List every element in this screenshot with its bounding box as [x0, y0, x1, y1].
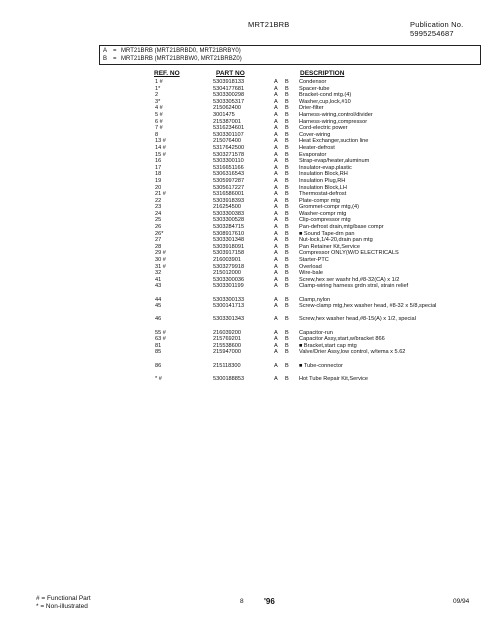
model-b-mark: B	[285, 210, 289, 217]
part-description: Strap-evap/heater,aluminum	[299, 158, 370, 165]
part-description: Washer-compr mtg	[299, 210, 347, 217]
ref-number: 15 #	[155, 151, 166, 158]
model-b-mark: B	[285, 263, 289, 270]
model-b-mark: B	[285, 79, 289, 85]
ref-number: 1*	[155, 85, 161, 92]
part-description: ■ Sound Tape-drn pan	[299, 230, 355, 237]
ref-number: 8	[155, 131, 159, 138]
part-description: Valve/Drier Assy,low control, w/tema x 5.62	[299, 349, 406, 356]
model-b-mark: B	[285, 283, 289, 290]
part-number: 5316234601	[213, 125, 245, 132]
model-b-mark: B	[285, 177, 289, 184]
ref-number: 4 #	[155, 105, 163, 112]
part-number: 216254500	[213, 204, 241, 211]
part-number: 5317642500	[213, 144, 245, 151]
model-a-mark: A	[274, 197, 278, 204]
model-a-mark: A	[274, 105, 278, 112]
part-number: 5303271578	[213, 151, 245, 158]
model-a-mark: A	[274, 204, 278, 211]
model-b-mark: B	[285, 204, 289, 211]
model-a-mark: A	[274, 224, 278, 231]
part-number: 5305997287	[213, 177, 245, 184]
model-a-mark: A	[274, 144, 278, 151]
model-equals: =	[113, 56, 117, 62]
part-description: Cord-electric power	[299, 125, 348, 132]
ref-number: 24	[155, 210, 162, 217]
ref-number: 3*	[155, 98, 161, 105]
model-a-mark: A	[274, 230, 278, 237]
table-row	[150, 138, 480, 145]
model-a-mark: A	[274, 336, 278, 343]
model-b-mark: B	[285, 138, 289, 145]
part-description: Overload	[299, 263, 322, 270]
part-description: Insulation Block,RH	[299, 171, 348, 178]
model-b-mark: B	[285, 276, 289, 283]
part-number: 5303301199	[213, 283, 244, 290]
ref-number: 17	[155, 164, 162, 171]
part-description: Bracket-cond mtg.(4)	[299, 92, 352, 99]
part-number: 5308917610	[213, 230, 245, 237]
ref-number: 22	[155, 197, 162, 204]
part-number: 5316586001	[213, 191, 245, 198]
part-description: Evaporator	[299, 151, 327, 158]
part-number: 5303301107	[213, 131, 244, 138]
part-number: 215076400	[213, 138, 241, 145]
part-number: 5303917158	[213, 250, 245, 257]
table-row	[150, 86, 480, 93]
part-description: Wire-bale	[299, 270, 323, 277]
part-description: Compressor ONLY(W/O ELECTRICALS	[299, 250, 399, 257]
model-b-mark: B	[285, 131, 289, 138]
table-row	[150, 250, 480, 257]
model-code: A	[103, 48, 108, 54]
model-b-mark: B	[285, 296, 289, 303]
ref-number: 55 #	[155, 329, 166, 336]
part-number: 215062400	[213, 105, 241, 112]
model-a-mark: A	[274, 125, 278, 132]
part-number: 5303300036	[213, 276, 245, 283]
model-a-mark: A	[274, 349, 278, 356]
model-b-mark: B	[285, 362, 289, 369]
part-description: Insulation Plug,RH	[299, 177, 346, 184]
model-b-mark: B	[285, 164, 289, 171]
model-a-mark: A	[274, 362, 278, 369]
part-description: Spacer-tube	[299, 85, 330, 92]
ref-number: 2	[155, 92, 159, 99]
ref-number: 23	[155, 204, 162, 211]
part-description: Clamp-wiring harness grdn strsl, strain relief	[299, 283, 409, 290]
table-row	[150, 336, 480, 343]
part-number: 3001475	[213, 111, 235, 118]
table-row	[150, 165, 480, 172]
model-b-mark: B	[285, 316, 289, 323]
model-b-mark: B	[285, 375, 289, 382]
part-number: 215538600	[213, 342, 241, 349]
ref-number: 5 #	[155, 111, 163, 118]
ref-number: 29 #	[155, 250, 166, 257]
model-a-mark: A	[274, 276, 278, 283]
model-a-mark: A	[274, 191, 278, 198]
part-description: Clip-compressor mtg	[299, 217, 351, 224]
ref-number: 21 #	[155, 191, 166, 198]
model-a-mark: A	[274, 237, 278, 244]
model-a-mark: A	[274, 210, 278, 217]
part-description: Washer,cup,lock,#10	[299, 98, 351, 105]
part-description: Harness-wiring,compressor	[299, 118, 368, 125]
ref-number: 31 #	[155, 263, 166, 270]
ref-number: 7 #	[155, 125, 163, 132]
model-b-mark: B	[285, 217, 289, 224]
table-row	[150, 152, 480, 159]
part-description: ■ Bracket,start cap mtg	[299, 342, 357, 349]
table-row	[150, 257, 480, 264]
part-number: 5303918133	[213, 79, 245, 85]
ref-number: 63 #	[155, 336, 166, 343]
column-header-part-no: PART NO	[216, 70, 245, 77]
publication-label: Publication No.	[410, 20, 464, 29]
table-row	[150, 92, 480, 99]
table-row	[150, 316, 480, 329]
model-b-mark: B	[285, 92, 289, 99]
part-number: 215118300	[213, 362, 241, 369]
model-b-mark: B	[285, 342, 289, 349]
part-description: Screw,hex washer head,#8-15(A) x 1/2, special	[299, 316, 416, 323]
model-b-mark: B	[285, 111, 289, 118]
model-a-mark: A	[274, 164, 278, 171]
model-a-mark: A	[274, 283, 278, 290]
publication-number: 5995254687	[410, 29, 454, 38]
model-a-mark: A	[274, 329, 278, 336]
part-number: 215387001	[213, 118, 241, 125]
model-description: MRT21BRB (MRT21BRBW0, MRT21BRBZ0)	[121, 56, 242, 62]
table-row	[150, 349, 480, 362]
part-number: 5303279918	[213, 263, 245, 270]
model-b-mark: B	[285, 329, 289, 336]
table-row	[150, 185, 480, 192]
table-row	[150, 178, 480, 185]
ref-number: 13 #	[155, 138, 166, 145]
model-a-mark: A	[274, 316, 278, 323]
part-number: 5300141713	[213, 303, 245, 310]
model-b-mark: B	[285, 349, 289, 356]
part-number: 5303300110	[213, 158, 244, 165]
table-row	[150, 119, 480, 126]
model-a-mark: A	[274, 342, 278, 349]
part-number: 5304177681	[213, 85, 245, 92]
part-number: 5305617227	[213, 184, 245, 191]
model-b-mark: B	[285, 336, 289, 343]
model-a-mark: A	[274, 92, 278, 99]
table-row	[150, 270, 480, 277]
model-b-mark: B	[285, 257, 289, 264]
model-b-mark: B	[285, 243, 289, 250]
table-row	[150, 145, 480, 152]
part-description: Insulation Block,LH	[299, 184, 347, 191]
part-number: 5300188853	[213, 375, 245, 382]
table-row	[150, 303, 480, 316]
table-row	[150, 211, 480, 218]
ref-number: 19	[155, 177, 162, 184]
part-number: 5316651166	[213, 164, 244, 171]
model-b-mark: B	[285, 270, 289, 277]
model-b-mark: B	[285, 191, 289, 198]
part-number: 5303300133	[213, 296, 245, 303]
model-equals: =	[113, 48, 117, 54]
column-header-description: DESCRIPTION	[300, 70, 345, 77]
table-row	[150, 277, 480, 284]
model-b-mark: B	[285, 144, 289, 151]
part-description: Cover-wiring	[299, 131, 331, 138]
ref-number: 25	[155, 217, 162, 224]
table-row	[150, 204, 480, 211]
model-a-mark: A	[274, 375, 278, 382]
model-a-mark: A	[274, 217, 278, 224]
model-b-mark: B	[285, 85, 289, 92]
model-b-mark: B	[285, 125, 289, 132]
part-description: Thermostat-defrost	[299, 191, 347, 198]
model-b-mark: B	[285, 230, 289, 237]
part-number: 5303918091	[213, 243, 245, 250]
model-a-mark: A	[274, 171, 278, 178]
part-number: 5303301348	[213, 237, 245, 244]
table-row	[150, 343, 480, 350]
model-b-mark: B	[285, 303, 289, 310]
table-row	[150, 283, 480, 296]
model-a-mark: A	[274, 184, 278, 191]
model-b-mark: B	[285, 105, 289, 112]
ref-number: 46	[155, 316, 162, 323]
ref-number: 26*	[155, 230, 164, 237]
ref-number: 18	[155, 171, 162, 178]
model-a-mark: A	[274, 138, 278, 145]
part-description: Hot Tube Repair Kit,Service	[299, 375, 369, 382]
model-b-mark: B	[285, 197, 289, 204]
ref-number: 43	[155, 283, 162, 290]
table-row	[150, 171, 480, 178]
model-b-mark: B	[285, 98, 289, 105]
part-description: Insulator-evap.plastic	[299, 164, 352, 171]
model-code: B	[103, 56, 108, 62]
model-a-mark: A	[274, 243, 278, 250]
table-row	[150, 132, 480, 139]
model-a-mark: A	[274, 151, 278, 158]
publication-block	[410, 20, 463, 38]
table-row	[150, 297, 480, 304]
part-description: Capacitor-run	[299, 329, 333, 336]
model-legend-row	[103, 55, 480, 63]
model-b-mark: B	[285, 250, 289, 257]
part-description: Condensor	[299, 79, 327, 85]
publication-date: 09/94	[453, 598, 470, 605]
ref-number: 26	[155, 224, 162, 231]
table-row	[150, 112, 480, 119]
part-description: ■ Tube-connector	[299, 362, 343, 369]
part-number: 215947000	[213, 349, 241, 356]
model-a-mark: A	[274, 257, 278, 264]
table-row	[150, 198, 480, 205]
model-a-mark: A	[274, 158, 278, 165]
table-row	[150, 99, 480, 106]
part-description: Grommet-compr mtg,(4)	[299, 204, 359, 211]
table-row	[150, 376, 480, 383]
part-description: Pan Retainer Kit,Service	[299, 243, 360, 250]
table-row	[150, 264, 480, 271]
ref-number: 41	[155, 276, 162, 283]
part-number: 5303300298	[213, 92, 245, 99]
model-a-mark: A	[274, 177, 278, 184]
model-a-mark: A	[274, 111, 278, 118]
ref-number: 28	[155, 243, 162, 250]
ref-number: 27	[155, 237, 162, 244]
ref-number: 20	[155, 184, 162, 191]
part-number: 5306316543	[213, 171, 245, 178]
model-a-mark: A	[274, 118, 278, 125]
model-legend-row	[103, 47, 480, 55]
part-description: Clamp,nylon	[299, 296, 331, 303]
revision-mark: '96	[264, 597, 275, 606]
part-number: 215769201	[213, 336, 241, 343]
part-description: Screw,hex ser washr hd,#8-32(CA) x 1/2	[299, 276, 400, 283]
page-number: 8	[240, 598, 244, 605]
ref-number: 85	[155, 349, 162, 356]
legend-non-illustrated: * = Non-illustrated	[36, 603, 88, 610]
part-description: Capacitor Assy,start,w/bracket 866	[299, 336, 385, 343]
model-a-mark: A	[274, 98, 278, 105]
model-b-mark: B	[285, 171, 289, 178]
model-b-mark: B	[285, 158, 289, 165]
table-row	[150, 224, 480, 231]
model-a-mark: A	[274, 85, 278, 92]
model-a-mark: A	[274, 79, 278, 85]
footer-legend	[36, 595, 91, 611]
part-number: 216003901	[213, 257, 241, 264]
ref-number: 1 #	[155, 79, 163, 85]
model-b-mark: B	[285, 151, 289, 158]
part-description: Nut-lock,1/4-20,drain pan mtg	[299, 237, 373, 244]
ref-number: 6 #	[155, 118, 163, 125]
part-description: Starter-PTC	[299, 257, 329, 264]
table-row	[150, 217, 480, 224]
column-header-ref-no: REF. NO	[154, 70, 180, 77]
model-b-mark: B	[285, 237, 289, 244]
part-number: 5303918393	[213, 197, 245, 204]
model-a-mark: A	[274, 303, 278, 310]
part-number: 215012000	[213, 270, 241, 277]
part-description: Harness-wiring,control/divider	[299, 111, 373, 118]
table-row	[150, 363, 480, 370]
table-row	[150, 79, 480, 86]
part-description: Plate-compr mtg	[299, 197, 341, 204]
ref-number: 81	[155, 342, 162, 349]
model-a-mark: A	[274, 296, 278, 303]
table-row	[150, 330, 480, 337]
table-row	[150, 244, 480, 251]
model-description: MRT21BRB (MRT21BRBD0, MRT21BRBY0)	[121, 48, 241, 54]
model-a-mark: A	[274, 270, 278, 277]
table-row	[150, 231, 480, 238]
model-b-mark: B	[285, 224, 289, 231]
part-number: 5303301343	[213, 316, 245, 323]
ref-number: 16	[155, 158, 162, 165]
model-number-header: MRT21BRB	[248, 20, 290, 29]
part-description: Pan-defrost drain,mtg/base compr	[299, 224, 384, 231]
part-description: Heat Exchanger,suction line	[299, 138, 369, 145]
model-b-mark: B	[285, 184, 289, 191]
part-description: Screw-clamp mtg,hex washer head, #8-32 x 5/8,special	[299, 303, 437, 310]
ref-number: 86	[155, 362, 162, 369]
ref-number: 32	[155, 270, 162, 277]
model-a-mark: A	[274, 250, 278, 257]
ref-number: 44	[155, 296, 162, 303]
table-row	[150, 237, 480, 244]
model-a-mark: A	[274, 263, 278, 270]
part-number: 5303300383	[213, 210, 245, 217]
part-number: 216039200	[213, 329, 241, 336]
table-row	[150, 105, 480, 112]
table-row	[150, 369, 480, 376]
part-description: Drier-filter	[299, 105, 324, 112]
part-description: Heater-defrost	[299, 144, 335, 151]
model-b-mark: B	[285, 118, 289, 125]
model-legend-box	[99, 45, 481, 65]
legend-functional-part: # = Functional Part	[36, 595, 91, 602]
ref-number: 14 #	[155, 144, 166, 151]
table-row	[150, 125, 480, 132]
table-row	[150, 158, 480, 165]
part-number: 5303305317	[213, 98, 245, 105]
ref-number: 30 #	[155, 257, 166, 264]
model-a-mark: A	[274, 131, 278, 138]
part-number: 5303284715	[213, 224, 245, 231]
table-row	[150, 191, 480, 198]
parts-table	[150, 79, 480, 382]
ref-number: 45	[155, 303, 162, 310]
part-number: 5303300528	[213, 217, 245, 224]
ref-number: * #	[155, 375, 162, 382]
